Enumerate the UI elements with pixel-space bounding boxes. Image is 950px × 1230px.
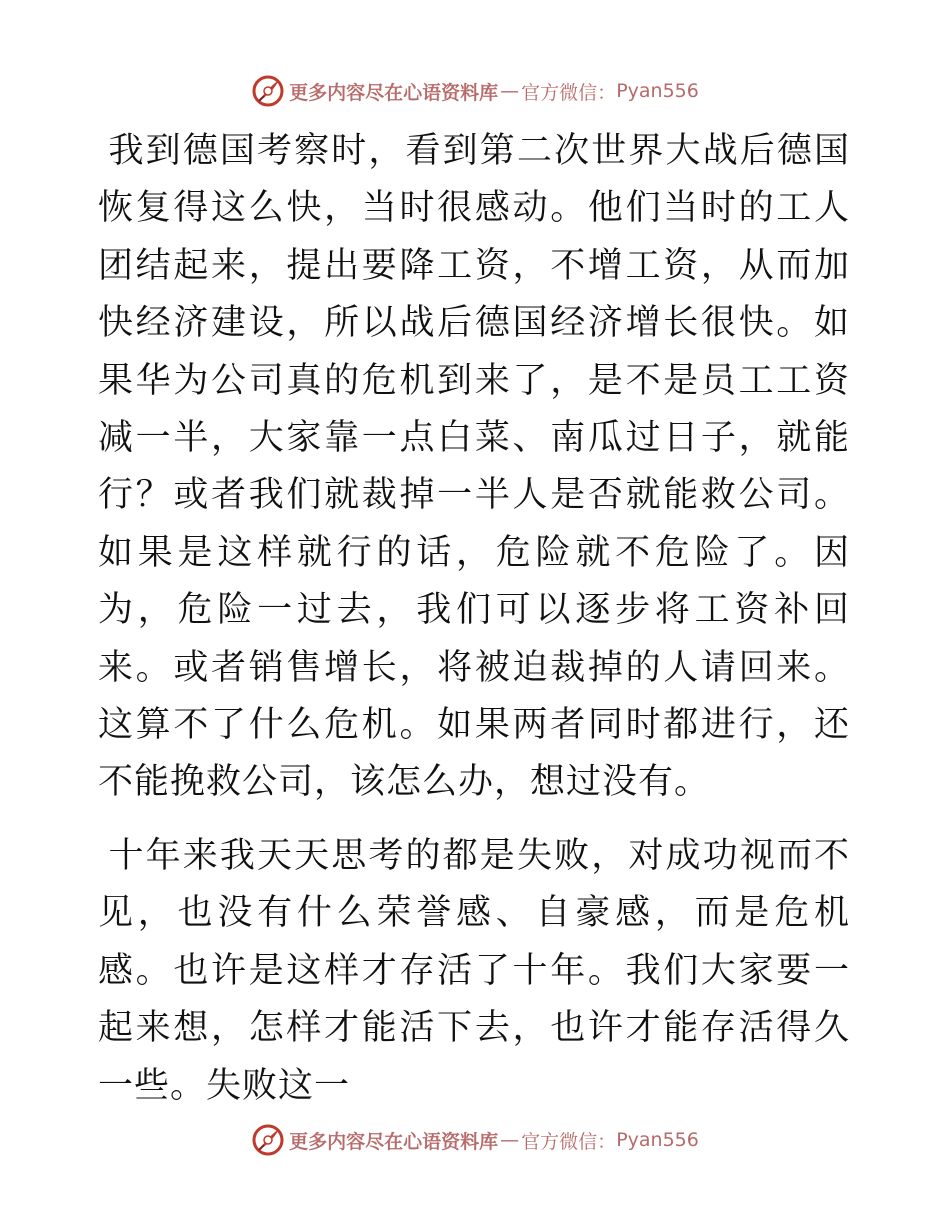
footer-contact-id: Pyan556 bbox=[616, 1129, 699, 1151]
document-body bbox=[98, 123, 850, 1115]
feather-pen-logo-icon bbox=[251, 1123, 285, 1157]
footer-separator: — bbox=[500, 1129, 520, 1151]
footer-contact-label: 官方微信： bbox=[521, 1130, 617, 1153]
body-paragraph-1: 我到德国考察时，看到第二次世界大战后德国恢复得这么快，当时很感动。他们当时的工人团结起来，提出要降工资，不增工资，从而加快经济建设，所以战后德国经济增长很快。如果华为公司真的危机到来了，是不是员工工资减一半，大家靠一点白菜、南瓜过日子，就能行？或者我们就裁掉一半人是否就能救公司。如果是这样就行的话，危险就不危险了。因为，危险一过去，我们可以逐步将工资补回来。或者销售增长，将被迫裁掉的人请回来。这算不了什么危机。如果两者同时都进行，还不能挽救公司，该怎么办，想过没有。 bbox=[98, 131, 850, 803]
footer-site-text: 更多内容尽在心语资料库 bbox=[289, 1130, 499, 1153]
header-banner bbox=[0, 71, 950, 111]
body-paragraph-2: 十年来我天天思考的都是失败，对成功视而不见，也没有什么荣誉感、自豪感，而是危机感。也许是这样才存活了十年。我们大家要一起来想，怎样才能活下去，也许才能存活得久一些。失败这一 bbox=[98, 835, 850, 1106]
feather-pen-logo-icon bbox=[251, 74, 285, 108]
banner-separator: — bbox=[500, 80, 520, 102]
banner-site-text: 更多内容尽在心语资料库 bbox=[289, 81, 499, 104]
footer-banner bbox=[0, 1120, 950, 1160]
banner-contact-id: Pyan556 bbox=[616, 80, 699, 102]
banner-contact-label: 官方微信： bbox=[521, 81, 617, 104]
